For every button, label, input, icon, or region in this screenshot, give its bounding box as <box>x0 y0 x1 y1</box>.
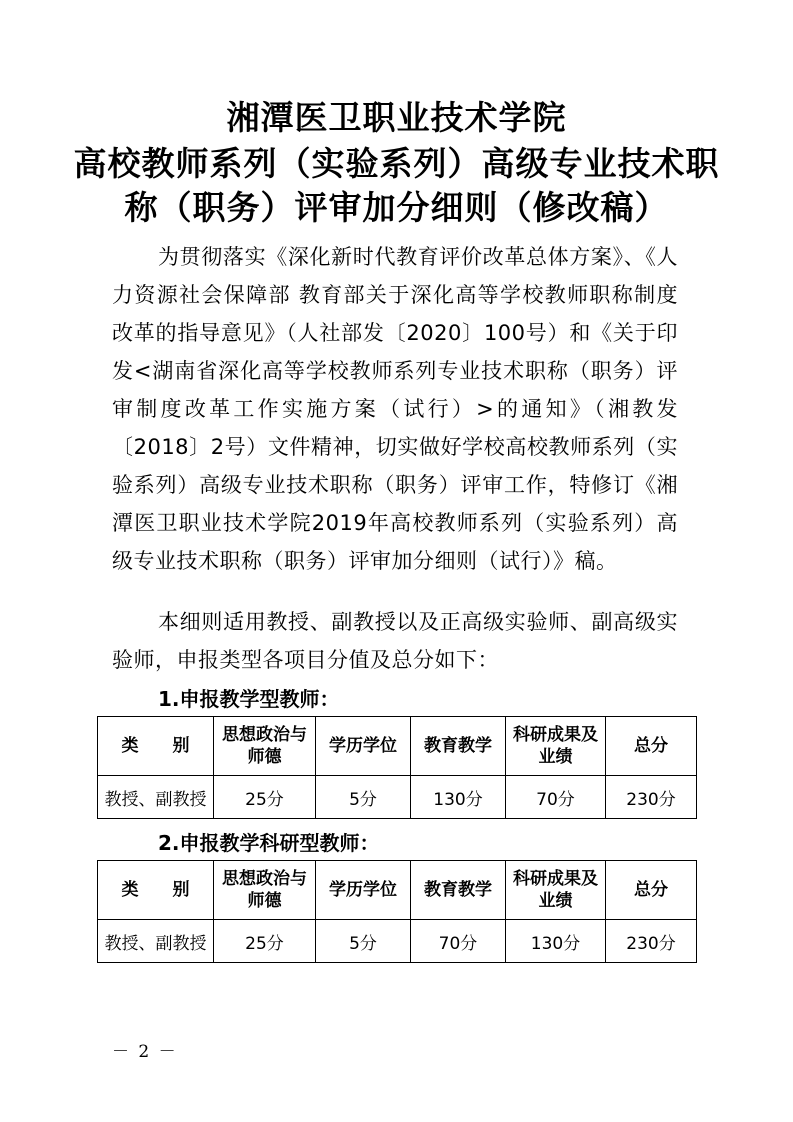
score-table-teaching-research <box>97 860 697 963</box>
cell-degree: 5分 <box>316 920 411 963</box>
table-header-row <box>98 717 697 776</box>
cell-degree: 5分 <box>316 776 411 819</box>
cell-category: 教授、副教授 <box>98 920 214 963</box>
header-ethics: 思想政治与师德 <box>214 861 316 920</box>
title-line-2: 高校教师系列（实验系列）高级专业技术职 <box>73 144 720 183</box>
cell-category: 教授、副教授 <box>98 776 214 819</box>
header-total: 总分 <box>606 717 697 776</box>
scope-paragraph: 本细则适用教授、副教授以及正高级实验师、副高级实验师，申报类型各项目分值及总分如下： <box>112 610 678 672</box>
cell-teaching: 70分 <box>411 920 506 963</box>
header-research: 科研成果及业绩 <box>506 861 606 920</box>
section-heading-teaching-research: 2.申报教学科研型教师： <box>158 831 380 855</box>
score-table-teaching <box>97 716 697 819</box>
cell-research: 130分 <box>506 920 606 963</box>
intro-paragraph: 为贯彻落实《深化新时代教育评价改革总体方案》、《人力资源社会保障部 教育部关于深化高等学校教师职称制度改革的指导意见》（人社部发〔2020〕100号）和《关于印发<湖南省深化高等学校教师系列专业技术职称（职务）评审制度改革工作实施方案（试行）>的通知》（湘教发〔2018〕2号）文件精神，切实做好学校高校教师系列（实验系列）高级专业技术职称（职务）评审工作，特修订《湘潭医卫职业技术学院2019年高校教师系列（实验系列）高级专业技术职称（职务）评审加分细则（试行）》稿。 <box>112 245 678 573</box>
header-teaching: 教育教学 <box>411 717 506 776</box>
header-research: 科研成果及业绩 <box>506 717 606 776</box>
header-degree: 学历学位 <box>316 861 411 920</box>
header-degree: 学历学位 <box>316 717 411 776</box>
section-heading-teaching: 1.申报教学型教师： <box>158 687 340 711</box>
title-line-3: 称（职务）评审加分细则（修改稿） <box>124 188 669 227</box>
table-row <box>98 776 697 819</box>
header-teaching: 教育教学 <box>411 861 506 920</box>
cell-total: 230分 <box>606 776 697 819</box>
header-category: 类 别 <box>98 861 214 920</box>
header-total: 总分 <box>606 861 697 920</box>
cell-ethics: 25分 <box>214 776 316 819</box>
table-header-row <box>98 861 697 920</box>
cell-total: 230分 <box>606 920 697 963</box>
cell-teaching: 130分 <box>411 776 506 819</box>
title-line-1: 湘潭医卫职业技术学院 <box>226 98 567 137</box>
cell-research: 70分 <box>506 776 606 819</box>
header-category: 类 别 <box>98 717 214 776</box>
cell-ethics: 25分 <box>214 920 316 963</box>
page-number: － 2 － <box>112 1042 178 1062</box>
table-row <box>98 920 697 963</box>
header-ethics: 思想政治与师德 <box>214 717 316 776</box>
